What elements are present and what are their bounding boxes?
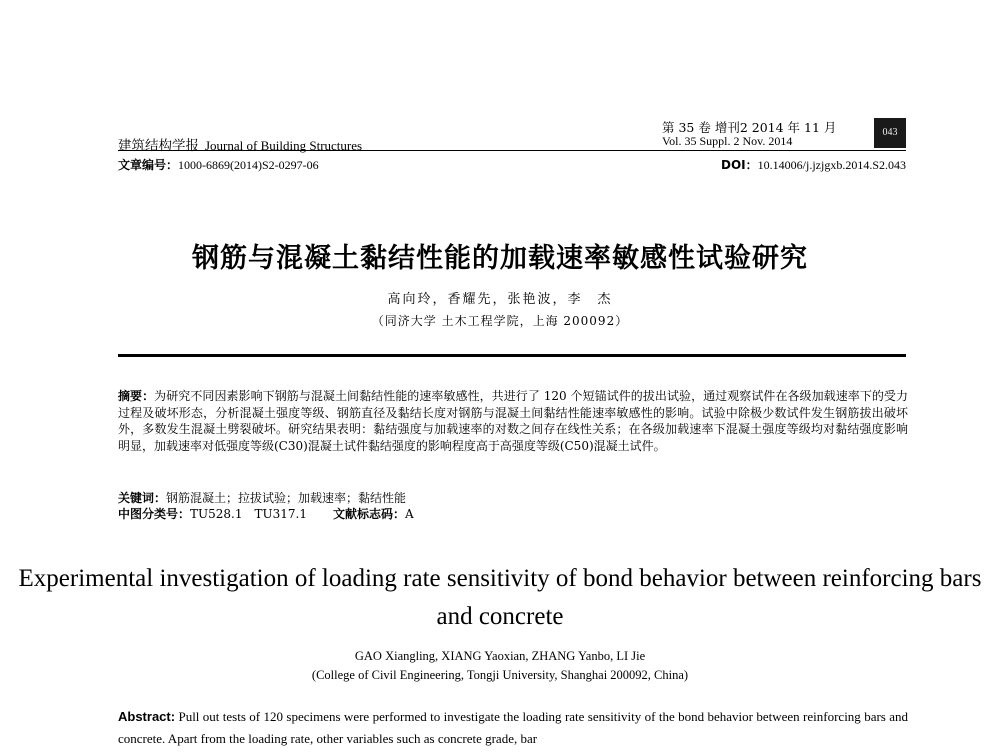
- article-number: [118, 156, 319, 173]
- doc-code-label: 文献标志码：: [332, 507, 405, 521]
- keywords-cn: [118, 489, 406, 506]
- journal-name: [118, 134, 362, 154]
- doc-code-value: A: [404, 507, 414, 521]
- clc-label: 中图分类号：: [118, 507, 191, 521]
- affiliation-en: (College of Civil Engineering, Tongji University, Shanghai 200092, China): [311, 668, 689, 682]
- article-number-label: 文章编号：: [118, 158, 179, 172]
- classification: [118, 505, 414, 522]
- authors-cn: 高向玲，香耀先，张艳波，李 杰: [387, 292, 613, 307]
- volume-info-cn: 第 35 卷 增刊2 2014 年 11 月: [662, 120, 837, 135]
- journal-name-cn: 建筑结构学报: [118, 138, 199, 154]
- doi: [721, 156, 906, 173]
- article-number-value: 1000-6869(2014)S2-0297-06: [178, 158, 319, 172]
- authors-en: GAO Xiangling, XIANG Yaoxian, ZHANG Yanbo, LI Jie: [354, 649, 646, 663]
- title-rule: [118, 354, 906, 357]
- header-rule: [118, 150, 906, 151]
- paper-title-cn: 钢筋与混凝土黏结性能的加载速率敏感性试验研究: [192, 243, 808, 274]
- affiliation-cn: （同济大学 土木工程学院，上海 200092）: [371, 314, 629, 328]
- keywords-cn-text: 钢筋混凝土；拉拔试验；加载速率；黏结性能: [166, 491, 407, 505]
- abstract-cn-label: 摘要：: [118, 389, 155, 403]
- doi-value: 10.14006/j.jzjgxb.2014.S2.043: [757, 158, 906, 172]
- abstract-en-label: Abstract:: [118, 709, 176, 724]
- abstract-cn-text: 为研究不同因素影响下钢筋与混凝土间黏结性能的速率敏感性，共进行了 120 个短锚试件的拔出试验，通过观察试件在各级加载速率下的受力过程及破坏形态，分析混凝土强度等级、钢筋直径及黏结长度对钢筋与混凝土间黏结性能速率敏感性的影响。试验中除极少数试件发生钢筋拔出破坏外，多数发生混凝土劈裂破坏。研究结果表明：黏结强度与加载速率的对数之间存在线性关系；在各级加载速率下混凝土强度等级均对黏结强度影响明显，加载速率对低强度等级(C30)混凝土试件黏结强度的影响程度高于高强度等级(C50)混凝土试件。: [118, 389, 908, 453]
- paper-title-en: Experimental investigation of loading rate sensitivity of bond behavior between reinforcing bars and concrete: [18, 565, 982, 630]
- volume-info-en: Vol. 35 Suppl. 2 Nov. 2014: [662, 134, 793, 148]
- clc-value: TU528.1 TU317.1: [190, 507, 307, 521]
- keywords-cn-label: 关键词：: [118, 491, 167, 505]
- abstract-en: [118, 706, 908, 750]
- abstract-en-text: Pull out tests of 120 specimens were performed to investigate the loading rate sensitivity of the bond behavior between reinforcing bars and concrete. Apart from the loading rate, other variables such as concrete grade, bar: [118, 709, 909, 746]
- journal-name-en: Journal of Building Structures: [205, 138, 363, 153]
- page-number-badge: 043: [874, 118, 906, 148]
- doi-label: DOI：: [721, 158, 758, 172]
- abstract-cn: [118, 388, 908, 454]
